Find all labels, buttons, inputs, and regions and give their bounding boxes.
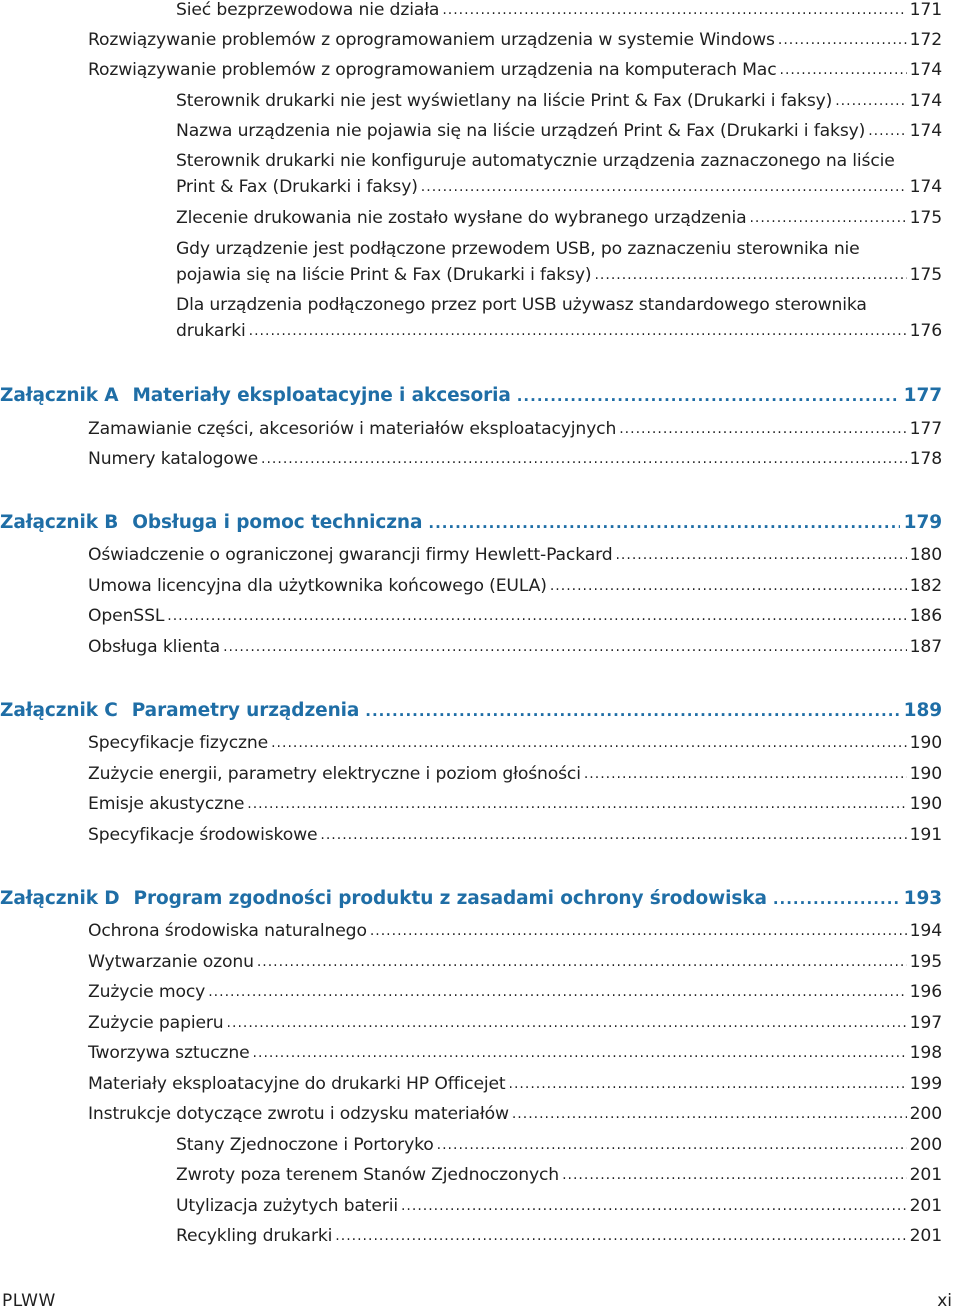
- toc-entry[interactable]: [176, 1132, 942, 1158]
- leader-dots: [421, 174, 907, 200]
- toc-entry-page: 174: [909, 121, 942, 141]
- toc-entry-title: Zużycie papieru: [88, 1013, 224, 1033]
- toc-entry-page: 196: [909, 982, 942, 1002]
- toc-entry-title-line2: drukarki: [176, 321, 246, 341]
- chapter-page: 189: [903, 700, 942, 721]
- toc-entry-page: 182: [909, 576, 942, 596]
- leader-dots: [594, 262, 906, 288]
- toc-entry[interactable]: [176, 148, 942, 200]
- toc-entry-page: 174: [909, 177, 942, 197]
- chapter-page: 179: [903, 512, 942, 533]
- chapter-title: Materiały eksploatacyjne i akcesoria: [132, 385, 511, 406]
- toc-entry[interactable]: [88, 573, 942, 599]
- chapter-heading-a[interactable]: [0, 382, 942, 410]
- chapter-label: Załącznik A: [0, 385, 119, 406]
- leader-dots: [253, 1040, 907, 1066]
- toc-entry-title: Sieć bezprzewodowa nie działa: [176, 0, 440, 20]
- toc-entry[interactable]: [88, 1010, 942, 1036]
- leader-dots: [247, 791, 906, 817]
- leader-dots: [223, 634, 907, 660]
- leader-dots: [335, 1223, 906, 1249]
- toc-entry-title: Wytwarzanie ozonu: [88, 952, 254, 972]
- toc-entry-title: Oświadczenie o ograniczonej gwarancji firmy Hewlett-Packard: [88, 545, 613, 565]
- toc-entry[interactable]: [88, 446, 942, 472]
- toc-entry-title-line1: Dla urządzenia podłączonego przez port USB używasz standardowego sterownika: [176, 295, 867, 315]
- toc-entry-page: 197: [909, 1013, 942, 1033]
- leader-dots: [780, 57, 907, 83]
- chapter-label: Załącznik B: [0, 512, 119, 533]
- leader-dots: [437, 1132, 907, 1158]
- toc-entry[interactable]: [88, 416, 942, 442]
- toc-entry-title: Emisje akustyczne: [88, 794, 245, 814]
- chapter-heading-d[interactable]: [0, 885, 942, 913]
- chapter-heading-c[interactable]: [0, 697, 942, 725]
- toc-entry-page: 175: [909, 208, 942, 228]
- toc-entry-title: Zużycie energii, parametry elektryczne i poziom głośności: [88, 764, 581, 784]
- leader-dots: [749, 205, 906, 231]
- toc-entry-title: Specyfikacje środowiskowe: [88, 825, 318, 845]
- toc-entry[interactable]: [88, 27, 942, 53]
- toc-entry-page: 195: [909, 952, 942, 972]
- toc-entry-title: Utylizacja zużytych baterii: [176, 1196, 398, 1216]
- toc-entry-title: Zwroty poza terenem Stanów Zjednoczonych: [176, 1165, 560, 1185]
- chapter-label: Załącznik D: [0, 888, 120, 909]
- toc-entry[interactable]: [88, 1040, 942, 1066]
- chapter-title: Parametry urządzenia: [131, 700, 360, 721]
- toc-entry-page: 174: [909, 60, 942, 80]
- toc-entry[interactable]: [88, 791, 942, 817]
- toc-entry[interactable]: [88, 1071, 942, 1097]
- toc-entry-page: 176: [909, 321, 942, 341]
- leader-dots: [428, 509, 899, 537]
- toc-entry-page: 199: [909, 1074, 942, 1094]
- toc-entry-title: Zlecenie drukowania nie zostało wysłane do wybranego urządzenia: [176, 208, 747, 228]
- leader-dots: [619, 416, 906, 442]
- leader-dots: [615, 542, 906, 568]
- leader-dots: [512, 1101, 907, 1127]
- toc-entry-page: 200: [909, 1104, 942, 1124]
- toc-entry-page: 191: [909, 825, 942, 845]
- chapter-heading-b[interactable]: [0, 509, 942, 537]
- toc-entry-title-line2: pojawia się na liście Print & Fax (Drukarki i faksy): [176, 265, 592, 285]
- chapter-page: 193: [903, 888, 942, 909]
- toc-entry-page: 172: [909, 30, 942, 50]
- toc-entry[interactable]: [88, 730, 942, 756]
- toc-entry-title: Numery katalogowe: [88, 449, 259, 469]
- toc-entry[interactable]: [88, 57, 942, 83]
- toc-entry-title: Rozwiązywanie problemów z oprogramowaniem urządzenia na komputerach Mac: [88, 60, 777, 80]
- toc-entry[interactable]: [88, 542, 942, 568]
- leader-dots: [773, 885, 900, 913]
- toc-entry-title: Zużycie mocy: [88, 982, 206, 1002]
- toc-entry[interactable]: [176, 1223, 942, 1249]
- toc-entry-page: 201: [909, 1165, 942, 1185]
- toc-entry-title: Nazwa urządzenia nie pojawia się na liście urządzeń Print & Fax (Drukarki i faksy): [176, 121, 866, 141]
- toc-entry-page: 190: [909, 733, 942, 753]
- toc-entry-title: Umowa licencyjna dla użytkownika końcowego (EULA): [88, 576, 547, 596]
- toc-entry[interactable]: [176, 292, 942, 344]
- toc-entry-page: 200: [909, 1135, 942, 1155]
- leader-dots: [208, 979, 906, 1005]
- leader-dots: [778, 27, 907, 53]
- leader-dots: [509, 1071, 907, 1097]
- toc-entry-title-line1: Gdy urządzenie jest podłączone przewodem USB, po zaznaczeniu sterownika nie: [176, 239, 860, 259]
- toc-entry[interactable]: [88, 979, 942, 1005]
- toc-entry-title: OpenSSL: [88, 606, 165, 626]
- toc-entry-title: Instrukcje dotyczące zwrotu i odzysku materiałów: [88, 1104, 509, 1124]
- toc-entry[interactable]: [88, 822, 942, 848]
- toc-entry[interactable]: [88, 634, 942, 660]
- leader-dots: [167, 603, 906, 629]
- toc-entry-page: 187: [909, 637, 942, 657]
- leader-dots: [442, 0, 906, 23]
- toc-entry-page: 198: [909, 1043, 942, 1063]
- chapter-label: Załącznik C: [0, 700, 118, 721]
- toc-entry-page: 201: [909, 1226, 942, 1246]
- toc-entry-page: 180: [909, 545, 942, 565]
- toc-entry[interactable]: [176, 0, 942, 23]
- toc-entry-title: Sterownik drukarki nie jest wyświetlany na liście Print & Fax (Drukarki i faksy): [176, 91, 833, 111]
- toc-entry[interactable]: [88, 918, 942, 944]
- leader-dots: [227, 1010, 907, 1036]
- toc-entry-page: 171: [909, 0, 942, 20]
- leader-dots: [249, 318, 907, 344]
- toc-entry-page: 190: [909, 794, 942, 814]
- leader-dots: [562, 1162, 907, 1188]
- toc-entry[interactable]: [88, 603, 942, 629]
- toc-entry[interactable]: [176, 236, 942, 288]
- toc-entry-page: 177: [909, 419, 942, 439]
- toc-entry[interactable]: [88, 761, 942, 787]
- leader-dots: [868, 118, 906, 144]
- toc-entry[interactable]: [176, 1162, 942, 1188]
- footer-page-number: xi: [937, 1291, 952, 1311]
- leader-dots: [835, 88, 906, 114]
- toc-entry-page: 201: [909, 1196, 942, 1216]
- toc-entry-title: Rozwiązywanie problemów z oprogramowaniem urządzenia w systemie Windows: [88, 30, 775, 50]
- leader-dots: [257, 949, 907, 975]
- chapter-page: 177: [903, 385, 942, 406]
- toc-entry-title: Stany Zjednoczone i Portoryko: [176, 1135, 434, 1155]
- leader-dots: [370, 918, 907, 944]
- leader-dots: [320, 822, 906, 848]
- toc-entry[interactable]: [176, 88, 942, 114]
- chapter-title: Obsługa i pomoc techniczna: [132, 512, 423, 533]
- toc-entry-title-line2: Print & Fax (Drukarki i faksy): [176, 177, 418, 197]
- leader-dots: [365, 697, 899, 725]
- leader-dots: [261, 446, 907, 472]
- leader-dots: [584, 761, 907, 787]
- toc-entry-title: Tworzywa sztuczne: [88, 1043, 250, 1063]
- toc-entry[interactable]: [176, 205, 942, 231]
- leader-dots: [550, 573, 907, 599]
- toc-entry[interactable]: [88, 1101, 942, 1127]
- leader-dots: [271, 730, 907, 756]
- toc-entry-title: Specyfikacje fizyczne: [88, 733, 269, 753]
- leader-dots: [517, 382, 900, 410]
- toc-entry[interactable]: [176, 118, 942, 144]
- toc-entry-title: Obsługa klienta: [88, 637, 221, 657]
- chapter-title: Program zgodności produktu z zasadami ochrony środowiska: [133, 888, 767, 909]
- toc-entry-title-line1: Sterownik drukarki nie konfiguruje automatycznie urządzenia zaznaczonego na liście: [176, 151, 895, 171]
- toc-entry-page: 194: [909, 921, 942, 941]
- toc-entry-page: 178: [909, 449, 942, 469]
- footer-locale-code: PLWW: [2, 1291, 56, 1311]
- toc-entry-page: 190: [909, 764, 942, 784]
- toc-entry-page: 174: [909, 91, 942, 111]
- toc-entry-title: Ochrona środowiska naturalnego: [88, 921, 367, 941]
- toc-entry-title: Recykling drukarki: [176, 1226, 333, 1246]
- leader-dots: [401, 1193, 907, 1219]
- toc-entry-title: Zamawianie części, akcesoriów i materiałów eksploatacyjnych: [88, 419, 617, 439]
- toc-entry[interactable]: [176, 1193, 942, 1219]
- toc-entry-page: 175: [909, 265, 942, 285]
- toc-entry-page: 186: [909, 606, 942, 626]
- toc-entry-title: Materiały eksploatacyjne do drukarki HP Officejet: [88, 1074, 506, 1094]
- toc-entry[interactable]: [88, 949, 942, 975]
